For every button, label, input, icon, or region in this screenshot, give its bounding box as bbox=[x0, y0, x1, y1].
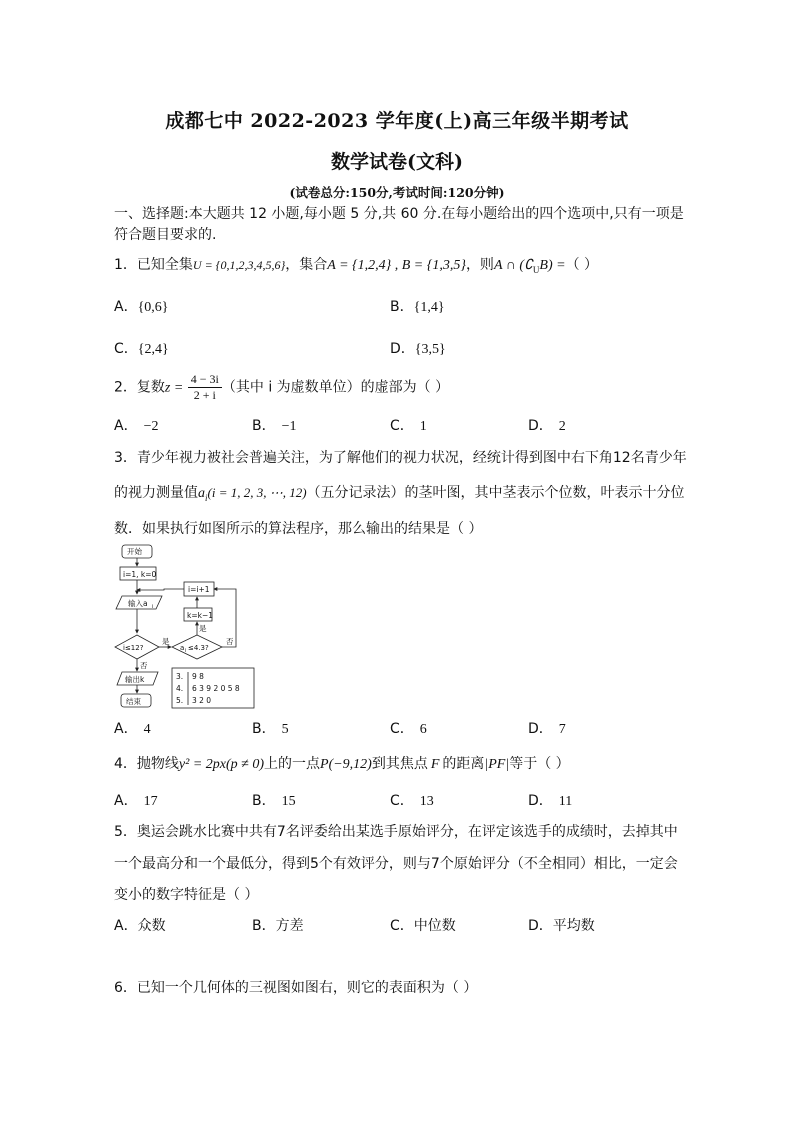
q3-line1: 3．青少年视力被社会普遍关注，为了解他们的视力状况，经统计得到图中右下角12名青少年 bbox=[114, 450, 687, 466]
flow-input-text: 输入a bbox=[128, 599, 148, 608]
option-label: C． bbox=[114, 341, 138, 357]
option-value: 15 bbox=[281, 794, 296, 809]
exam-subtitle: 数学试卷(文科) bbox=[331, 151, 463, 173]
q1-option-d[interactable] bbox=[390, 338, 446, 358]
q3-line2b: （五分记录法）的茎叶图，其中茎表示个位数，叶表示十分位 bbox=[306, 485, 685, 501]
option-value: −1 bbox=[281, 419, 297, 434]
flow-yes2: 是 bbox=[199, 624, 207, 633]
leaves-2: 3 2 0 bbox=[192, 696, 212, 705]
q1-then: ，则 bbox=[465, 257, 494, 273]
question-2 bbox=[114, 372, 449, 403]
question-1 bbox=[114, 254, 598, 275]
flow-cond2-rest: ≤4.3? bbox=[188, 644, 209, 652]
option-label: D． bbox=[528, 418, 553, 434]
exam-note: (试卷总分:150分,考试时间:120分钟) bbox=[289, 185, 505, 200]
option-label: B． bbox=[252, 918, 276, 934]
leaves-1: 6 3 9 2 0 5 8 bbox=[192, 684, 240, 693]
flow-end-text: 结束 bbox=[126, 697, 141, 706]
q4-eq: y² = 2px(p ≠ 0) bbox=[178, 757, 265, 772]
q1-mid: ，集合 bbox=[285, 257, 328, 273]
flow-init-text: i=1, k=0 bbox=[123, 570, 157, 579]
q4-focus: F bbox=[430, 757, 440, 772]
q1-sets: A = {1,2,4} , B = {1,3,5} bbox=[327, 258, 466, 273]
section1-line1: 一、选择题:本大题共 12 小题,每小题 5 分,共 60 分.在每小题给出的四个选项中,只有一项是 bbox=[114, 206, 684, 222]
q2-option-d[interactable] bbox=[528, 415, 566, 435]
flow-cond2-sub: i bbox=[185, 648, 187, 654]
option-value: {2,4} bbox=[137, 342, 169, 357]
q1-universal-set: U = {0,1,2,3,4,5,6} bbox=[192, 258, 286, 272]
option-label: D． bbox=[390, 341, 415, 357]
option-label: C． bbox=[390, 721, 414, 737]
option-value: 5 bbox=[281, 722, 289, 737]
q1-prefix: 1．已知全集 bbox=[114, 257, 193, 273]
flow-yes1: 是 bbox=[162, 637, 170, 646]
flow-output-text: 输出k bbox=[125, 675, 145, 684]
option-label: B． bbox=[390, 299, 414, 315]
flow-input-sub: i bbox=[152, 604, 154, 610]
q5-option-a[interactable] bbox=[114, 915, 166, 935]
option-label: B． bbox=[252, 418, 276, 434]
option-label: A． bbox=[114, 793, 138, 809]
q2-numerator: 4 − 3i bbox=[188, 372, 222, 388]
option-label: A． bbox=[114, 721, 138, 737]
q2-option-b[interactable] bbox=[252, 415, 297, 435]
q5-option-d[interactable] bbox=[528, 915, 595, 935]
option-label: A． bbox=[114, 418, 138, 434]
stem-1: 4. bbox=[176, 684, 184, 693]
option-value: 平均数 bbox=[552, 918, 595, 934]
option-value: 17 bbox=[143, 794, 158, 809]
q4-suffix: 等于（ ） bbox=[509, 756, 570, 772]
option-label: B． bbox=[252, 721, 276, 737]
stem-0: 3. bbox=[176, 672, 184, 681]
q4-option-c[interactable] bbox=[390, 790, 434, 810]
stem-2: 5. bbox=[176, 696, 184, 705]
q4-mid: 上的一点 bbox=[264, 756, 321, 772]
option-value: 1 bbox=[419, 419, 427, 434]
option-value: 4 bbox=[143, 722, 151, 737]
section1-line2: 符合题目要求的. bbox=[114, 227, 217, 243]
q3-line2 bbox=[114, 482, 685, 503]
q3-index-range: (i = 1, 2, 3, ⋯, 12) bbox=[207, 485, 307, 500]
flow-cond1-text: i≤12? bbox=[123, 644, 144, 652]
option-label: C． bbox=[390, 418, 414, 434]
option-value: 2 bbox=[558, 419, 566, 434]
q6-line1: 6．已知一个几何体的三视图如图右，则它的表面积为（ ） bbox=[114, 980, 478, 996]
q2-fraction bbox=[188, 372, 222, 403]
q1-option-b[interactable] bbox=[390, 296, 445, 316]
q4-point: P(−9,12) bbox=[320, 757, 372, 772]
q2-option-c[interactable] bbox=[390, 415, 427, 435]
option-label: A． bbox=[114, 299, 138, 315]
option-value: 7 bbox=[558, 722, 566, 737]
q5-option-b[interactable] bbox=[252, 915, 304, 935]
q3-line3: 数．如果执行如图所示的算法程序，那么输出的结果是（ ） bbox=[114, 521, 483, 537]
option-value: 方差 bbox=[275, 918, 304, 934]
option-value: 中位数 bbox=[413, 918, 456, 934]
flow-no2: 否 bbox=[226, 637, 234, 646]
q2-z: z = bbox=[164, 380, 184, 396]
option-label: C． bbox=[390, 918, 414, 934]
q1-expr: A ∩ (∁ bbox=[493, 258, 533, 273]
option-label: D． bbox=[528, 793, 553, 809]
q1-paren: （ ） bbox=[565, 257, 599, 273]
q3-option-b[interactable] bbox=[252, 718, 289, 738]
q4-option-d[interactable] bbox=[528, 790, 572, 810]
option-value: −2 bbox=[143, 419, 159, 434]
option-label: D． bbox=[528, 721, 553, 737]
option-label: A． bbox=[114, 918, 138, 934]
q3-option-a[interactable] bbox=[114, 718, 151, 738]
q4-mid3: 的距离 bbox=[442, 756, 485, 772]
option-value: 13 bbox=[419, 794, 434, 809]
q4-option-b[interactable] bbox=[252, 790, 296, 810]
q5-line2: 一个最高分和一个最低分，得到5个有效评分，则与7个原始评分（不全相同）相比，一定会 bbox=[114, 856, 678, 872]
q4-option-a[interactable] bbox=[114, 790, 158, 810]
option-value: 6 bbox=[419, 722, 427, 737]
q5-line1: 5．奥运会跳水比赛中共有7名评委给出某选手原始评分，在评定该选手的成绩时，去掉其中 bbox=[114, 824, 678, 840]
q3-flowchart bbox=[108, 540, 268, 712]
option-value: 众数 bbox=[137, 918, 166, 934]
q1-expr-sub: U bbox=[532, 264, 540, 275]
q3-line2a: 的视力测量值 bbox=[114, 485, 198, 501]
exam-title: 成都七中 2022-2023 学年度(上)高三年级半期考试 bbox=[165, 110, 629, 132]
q2-suffix: （其中 i 为虚数单位）的虚部为（ ） bbox=[221, 379, 450, 396]
q1-option-a[interactable] bbox=[114, 296, 169, 316]
q4-prefix: 4．抛物线 bbox=[114, 756, 179, 772]
q3-option-c[interactable] bbox=[390, 718, 427, 738]
q1-expr2: B) = bbox=[539, 258, 566, 273]
q5-option-c[interactable] bbox=[390, 915, 456, 935]
option-value: 11 bbox=[558, 794, 573, 809]
flow-no1: 否 bbox=[140, 661, 148, 670]
q2-option-a[interactable] bbox=[114, 415, 158, 435]
q5-line3: 变小的数字特征是（ ） bbox=[114, 887, 259, 903]
q3-option-d[interactable] bbox=[528, 718, 566, 738]
q2-prefix: 2．复数 bbox=[114, 379, 165, 396]
q4-dist: |PF| bbox=[484, 757, 510, 772]
flow-start-text: 开始 bbox=[127, 547, 142, 556]
q1-option-c[interactable] bbox=[114, 338, 169, 358]
flow-kdec-text: k=k−1 bbox=[187, 611, 214, 620]
option-label: D． bbox=[528, 918, 553, 934]
leaves-0: 9 8 bbox=[192, 672, 204, 681]
flow-cond2-a: a bbox=[180, 644, 185, 652]
option-value: {0,6} bbox=[137, 300, 169, 315]
q4-mid2: 到其焦点 bbox=[371, 756, 428, 772]
q3-ai: a bbox=[198, 486, 205, 501]
flow-inc-text: i=i+1 bbox=[188, 585, 210, 594]
question-4 bbox=[114, 753, 570, 773]
option-label: C． bbox=[390, 793, 414, 809]
option-value: {3,5} bbox=[414, 342, 446, 357]
q3-ai-sub: i bbox=[205, 492, 208, 503]
option-value: {1,4} bbox=[413, 300, 445, 315]
option-label: B． bbox=[252, 793, 276, 809]
q2-denominator: 2 + i bbox=[193, 388, 216, 402]
